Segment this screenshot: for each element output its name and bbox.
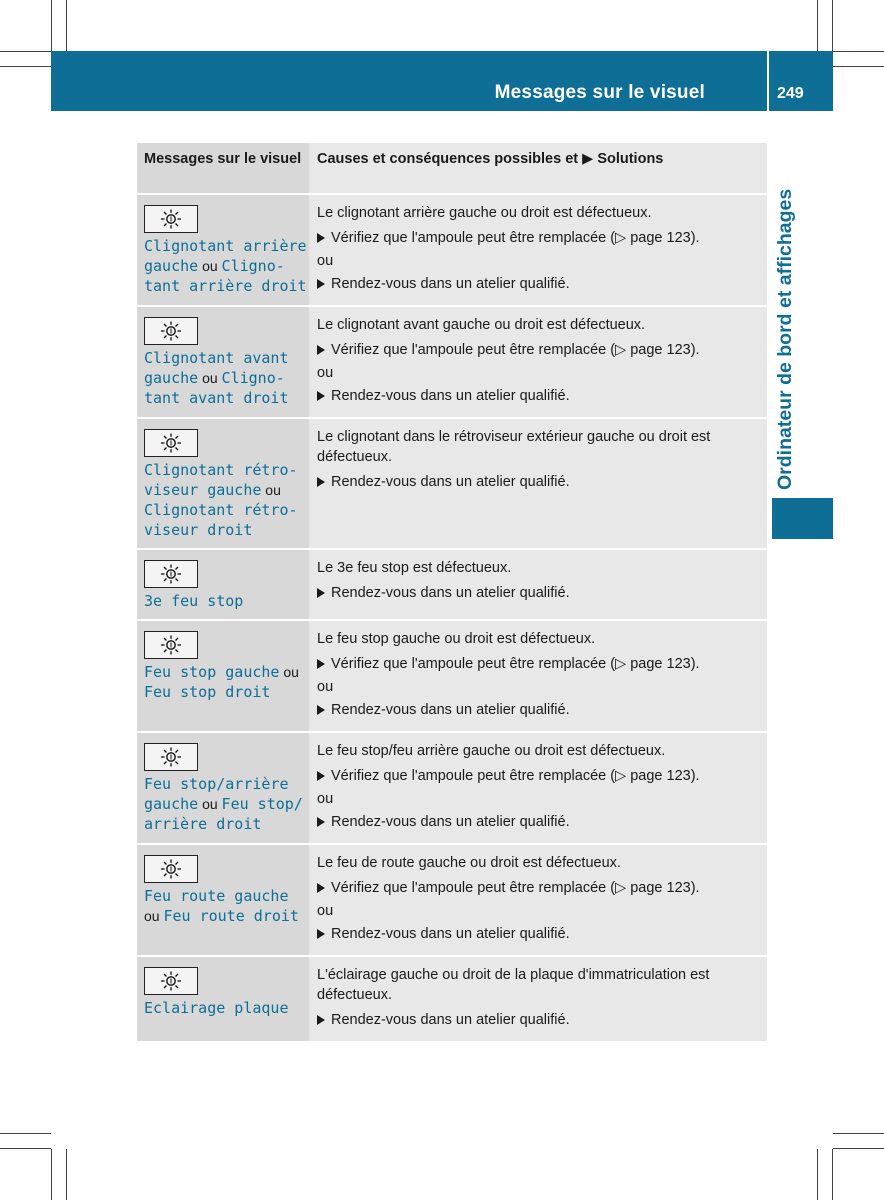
solution-step-text: Vérifiez que l'ampoule peut être remplacée (▷ page 123). [331,768,700,784]
solution-step [317,766,753,786]
display-message-line [144,368,309,388]
table-row [137,550,767,621]
table-row [137,307,767,419]
solution-step-text: Rendez-vous dans un atelier qualifié. [331,388,570,404]
message-text: Cligno- [221,257,285,275]
crop-mark [66,1149,67,1200]
message-text: tant avant droit [144,389,289,407]
display-message-line [144,794,309,814]
bulb-warning-icon [144,743,198,771]
message-text: Feu stop/ [221,795,303,813]
bulb-warning-icon [144,631,198,659]
crop-mark [0,66,51,67]
crop-mark [51,0,52,51]
cause-text: Le clignotant arrière gauche ou droit est défectueux. [317,205,652,221]
message-text: Clignotant arrière [144,237,307,255]
message-text: 3e feu stop [144,592,244,610]
step-arrow-icon [317,659,325,669]
bulb-warning-icon [144,429,198,457]
message-text: Feu stop droit [144,683,271,701]
bulb-warning-icon [144,317,198,345]
step-arrow-icon [317,705,325,715]
crop-mark [66,0,67,51]
message-text: Eclairage plaque [144,999,289,1017]
crop-mark [832,1149,833,1200]
cause-cell [309,845,767,955]
message-cell [137,307,309,417]
cause-text: Le clignotant dans le rétroviseur extérieur gauche ou droit est défectueux. [317,429,711,465]
message-cell [137,550,309,619]
display-message-line [144,236,309,256]
cause-cell [309,621,767,731]
crop-mark [833,66,884,67]
messages-table [137,143,767,1041]
header-divider [767,51,769,111]
display-message-line [144,480,309,500]
or-connector: ou [261,482,281,498]
message-cell [137,195,309,305]
solution-step-text: Rendez-vous dans un atelier qualifié. [331,926,570,942]
table-row [137,621,767,733]
cause-cell [309,550,767,619]
message-text: arrière droit [144,815,262,833]
cause-cell [309,957,767,1041]
solution-step [317,700,753,720]
or-text: ou [317,903,334,919]
display-message-line [144,774,309,794]
or-text: ou [317,791,334,807]
message-text: tant arrière droit [144,277,307,295]
solution-step [317,386,753,406]
crop-mark [832,0,833,51]
solution-step [317,274,753,294]
or-connector: ou [198,258,222,274]
display-message-line [144,682,309,702]
solution-step [317,654,753,674]
message-text: Feu stop/arrière [144,775,289,793]
message-cell [137,733,309,843]
step-arrow-icon [317,588,325,598]
table-row [137,845,767,957]
message-text: viseur gauche [144,481,262,499]
cause-cell [309,733,767,843]
crop-mark [0,1148,51,1149]
message-text: Feu stop gauche [144,663,280,681]
message-text: viseur droit [144,521,253,539]
solution-step-text: Vérifiez que l'ampoule peut être remplacée (▷ page 123). [331,880,700,896]
step-arrow-icon [317,233,325,243]
cause-cell [309,419,767,548]
or-text: ou [317,365,334,381]
display-message-line [144,460,309,480]
crop-mark [817,1149,818,1200]
display-message-line [144,814,309,834]
solution-step-text: Vérifiez que l'ampoule peut être remplacée (▷ page 123). [331,656,700,672]
solution-step [317,924,753,944]
display-message-line [144,662,309,682]
display-message-line [144,906,309,926]
solution-step-text: Rendez-vous dans un atelier qualifié. [331,585,570,601]
cause-text: Le feu stop/feu arrière gauche ou droit est défectueux. [317,743,666,759]
message-cell [137,419,309,548]
crop-mark [817,0,818,51]
step-arrow-icon [317,279,325,289]
message-text: Feu route droit [163,907,299,925]
bulb-warning-icon [144,855,198,883]
step-arrow-icon [317,771,325,781]
or-text: ou [317,679,334,695]
message-text: gauche [144,369,199,387]
bulb-warning-icon [144,967,198,995]
solution-step-text: Vérifiez que l'ampoule peut être remplacée (▷ page 123). [331,230,700,246]
message-text: gauche [144,795,199,813]
cause-text: Le clignotant avant gauche ou droit est défectueux. [317,317,646,333]
table-row [137,195,767,307]
display-message-line [144,998,309,1018]
message-cell [137,957,309,1041]
step-arrow-icon [317,1015,325,1025]
message-text: Cligno- [221,369,285,387]
page-title: Messages sur le visuel [494,82,705,103]
crop-mark [51,1149,52,1200]
message-text: Clignotant rétro- [144,461,298,479]
display-message-line [144,388,309,408]
display-message-line [144,591,309,611]
solution-step [317,583,753,603]
display-message-line [144,520,309,540]
display-message-line [144,500,309,520]
bulb-warning-icon [144,205,198,233]
chapter-tab [772,150,832,495]
crop-mark [833,1148,884,1149]
page-number: 249 [777,85,804,102]
solution-step [317,1010,753,1030]
crop-mark [833,1133,884,1134]
step-arrow-icon [317,477,325,487]
crop-mark [0,51,51,52]
cause-cell [309,195,767,305]
or-connector: ou [198,796,222,812]
step-arrow-icon [317,817,325,827]
or-connector: ou [144,908,164,924]
solution-step-text: Rendez-vous dans un atelier qualifié. [331,474,570,490]
message-cell [137,845,309,955]
solution-step-text: Vérifiez que l'ampoule peut être remplacée (▷ page 123). [331,342,700,358]
crop-mark [833,51,884,52]
step-arrow-icon [317,391,325,401]
cause-text: Le 3e feu stop est défectueux. [317,560,512,576]
cause-text: Le feu stop gauche ou droit est défectueux. [317,631,596,647]
step-arrow-icon [317,345,325,355]
message-text: Clignotant rétro- [144,501,298,519]
step-arrow-icon [317,883,325,893]
bulb-warning-icon [144,560,198,588]
display-message-line [144,886,309,906]
solution-step-text: Rendez-vous dans un atelier qualifié. [331,702,570,718]
cause-text: L'éclairage gauche ou droit de la plaque d'immatriculation est défectueux. [317,967,710,1003]
message-text: gauche [144,257,199,275]
column-header-causes: Causes et conséquences possibles et ▶ Solutions [309,143,767,193]
or-connector: ou [198,370,222,386]
chapter-tab-label: Ordinateur de bord et affichages [774,188,796,490]
message-text: Clignotant avant [144,349,289,367]
solution-step [317,228,753,248]
message-cell [137,621,309,731]
crop-mark [0,1133,51,1134]
solution-step-text: Rendez-vous dans un atelier qualifié. [331,1012,570,1028]
solution-step [317,878,753,898]
chapter-tab-marker [772,498,833,539]
solution-step-text: Rendez-vous dans un atelier qualifié. [331,814,570,830]
or-text: ou [317,253,334,269]
or-connector: ou [279,664,299,680]
column-header-messages: Messages sur le visuel [137,143,309,193]
table-row [137,733,767,845]
cause-text: Le feu de route gauche ou droit est défectueux. [317,855,621,871]
cause-cell [309,307,767,417]
display-message-line [144,256,309,276]
solution-step-text: Rendez-vous dans un atelier qualifié. [331,276,570,292]
solution-step [317,340,753,360]
step-arrow-icon [317,929,325,939]
display-message-line [144,348,309,368]
solution-step [317,812,753,832]
solution-step [317,472,753,492]
table-row [137,419,767,550]
page-header [51,51,833,111]
table-header-row [137,143,767,195]
table-row [137,957,767,1041]
display-message-line [144,276,309,296]
message-text: Feu route gauche [144,887,289,905]
